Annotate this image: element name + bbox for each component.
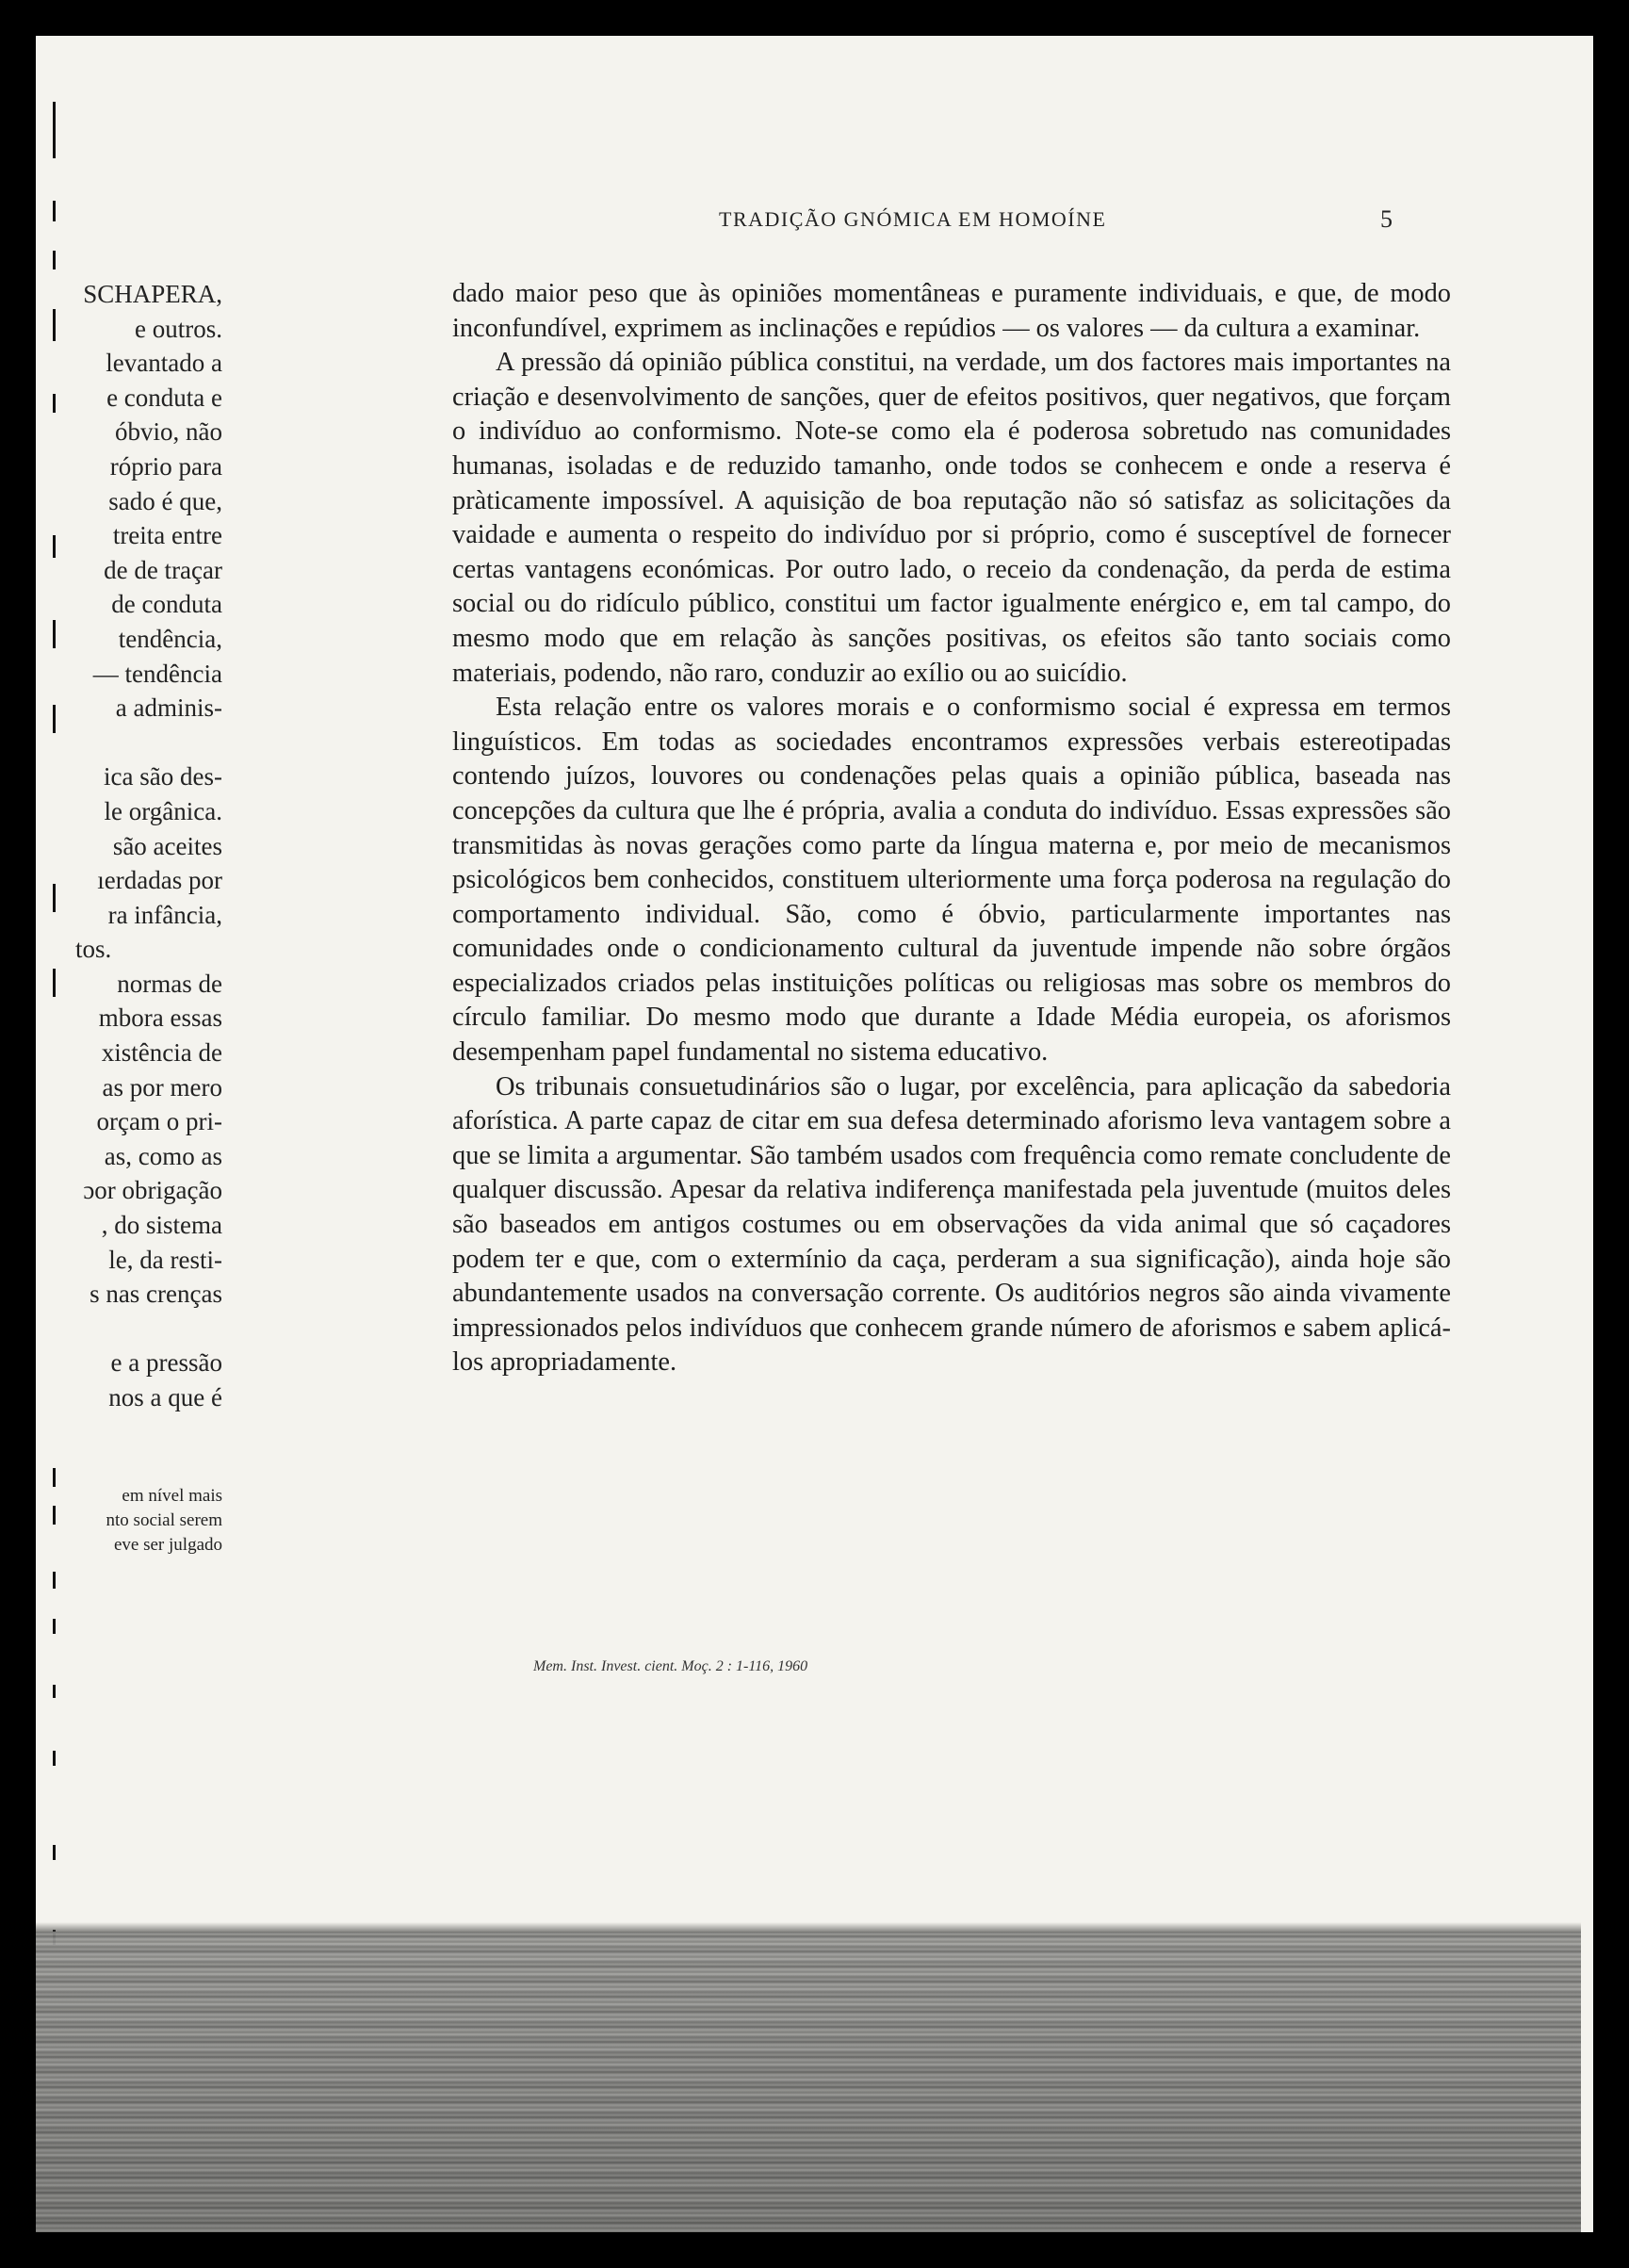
left-line: as, como as [104, 1141, 222, 1170]
left-line [36, 726, 222, 760]
scanner-artifact-band [36, 1932, 1581, 2232]
left-line: e outros. [135, 314, 222, 343]
left-line: a adminis- [115, 693, 222, 723]
left-line: , do sistema [101, 1211, 222, 1240]
left-line: ɔor obrigação [83, 1176, 222, 1205]
left-line: normas de [117, 969, 222, 998]
left-line: SCHAPERA, [83, 280, 222, 308]
left-line: orçam o pri- [96, 1107, 222, 1136]
left-line: róprio para [109, 451, 222, 481]
left-line: le orgânica. [104, 796, 222, 825]
running-title: TRADIÇÃO GNÓMICA EM HOMOÍNE [719, 207, 1107, 231]
left-line: le, da resti- [108, 1245, 222, 1274]
adjacent-page-column [36, 277, 222, 1558]
left-line: ıerdadas por [97, 866, 222, 895]
left-line: — tendência [92, 659, 222, 688]
left-line: xistência de [101, 1038, 222, 1068]
page-number: 5 [1380, 205, 1393, 233]
left-line: tos. [75, 935, 112, 964]
paragraph: dado maior peso que às opiniões momentâneas e puramente individuais, e que, de modo inconfundível, exprimem as inclinações e repúdios — os valores — da cultura a examinar. [452, 279, 1451, 343]
left-footnote-line: nto social serem [106, 1509, 222, 1530]
left-line: de de traçar [104, 555, 222, 584]
left-line: sado é que, [108, 486, 222, 515]
paragraph: A pressão dá opinião pública constitui, na verdade, um dos factores mais importantes na criação e desenvolvimento de sanções, quer de efeitos positivos, quer negativos, que forçam o indivíduo ao conformismo. Note-se como ela é poderosa sobretudo nas comunidades humanas, isoladas e de reduzido tamanho, onde todos se conhecem e onde a reserva é pràticamente impossível. A aquisição de boa reputação não só satisfaz as solicitações da vaidade e aumenta o respeito do indivíduo por si próprio, como é susceptível de fornecer certas vantagens económicas. Por outro lado, o receio da condenação, da perda de estima social ou do ridículo público, constitui um factor igualmente enérgico e, em tal campo, do mesmo modo que em relação às sanções positivas, os efeitos são tanto sociais como materiais, podendo, não raro, conduzir ao exílio ou ao suicídio. [452, 348, 1451, 688]
left-line: levantado a [106, 349, 222, 378]
left-line: tendência, [118, 624, 222, 653]
page-header [36, 207, 1593, 245]
left-line: nos a que é [108, 1383, 222, 1411]
paragraph: Os tribunais consuetudinários são o lugar, por excelência, para aplicação da sabedoria aforística. A parte capaz de citar em sua defesa determinado aforismo leva vantagem sobre a que se limita a argumentar. São também usados com frequência como remate concludente de qualquer discussão. Apesar da relativa indiferença manifestada pela juventude (muitos deles são baseados em antigos costumes ou em observações da vida animal que só caçadores podem ter e que, com o extermínio da caça, perderam a sua significação), ainda hoje são abundantemente usados na conversação corrente. Os auditórios negros são ainda vivamente impressionados pelos indivíduos que conhecem grande número de aforismos e sabem aplicá-los apropriadamente. [452, 1071, 1451, 1378]
left-line: s nas crenças [90, 1280, 222, 1309]
main-text-column [452, 277, 1451, 1380]
left-line: são aceites [112, 831, 222, 860]
left-line: as por mero [102, 1072, 222, 1101]
left-footnote-line: em nível mais [122, 1485, 222, 1506]
left-line: ra infância, [107, 900, 222, 929]
left-line: ica são des- [104, 762, 222, 791]
document-page [36, 36, 1593, 2232]
left-line: mbora essas [98, 1003, 222, 1033]
journal-citation: Mem. Inst. Invest. cient. Moç. 2 : 1-116, 1960 [533, 1658, 808, 1674]
left-line: e a pressão [110, 1348, 222, 1378]
left-footnote-line: eve ser julgado [113, 1534, 222, 1555]
left-line [36, 1312, 222, 1346]
left-line: óbvio, não [115, 417, 222, 447]
left-line: de conduta [111, 590, 222, 619]
left-line: e conduta e [106, 383, 222, 412]
paragraph: Esta relação entre os valores morais e o conformismo social é expressa em termos linguísticos. Em todas as sociedades encontramos expressões verbais estereotipadas contendo juízos, louvores ou condenações pelas quais a opinião pública, baseada nas concepções da cultura que lhe é própria, avalia a conduta do indivíduo. Essas expressões são transmitidas às novas gerações como parte da língua materna e, por meio de mecanismos psicológicos bem conhecidos, constituem ulteriormente uma força poderosa na regulação do comportamento individual. São, como é óbvio, particularmente importantes nas comunidades onde o condicionamento cultural da juventude impende não sobre órgãos especializados criados pelas instituições políticas ou religiosas mas sobre os membros do círculo familiar. Do mesmo modo que durante a Idade Média europeia, os aforismos desempenham papel fundamental no sistema educativo. [452, 693, 1451, 1068]
left-line: treita entre [112, 521, 222, 550]
